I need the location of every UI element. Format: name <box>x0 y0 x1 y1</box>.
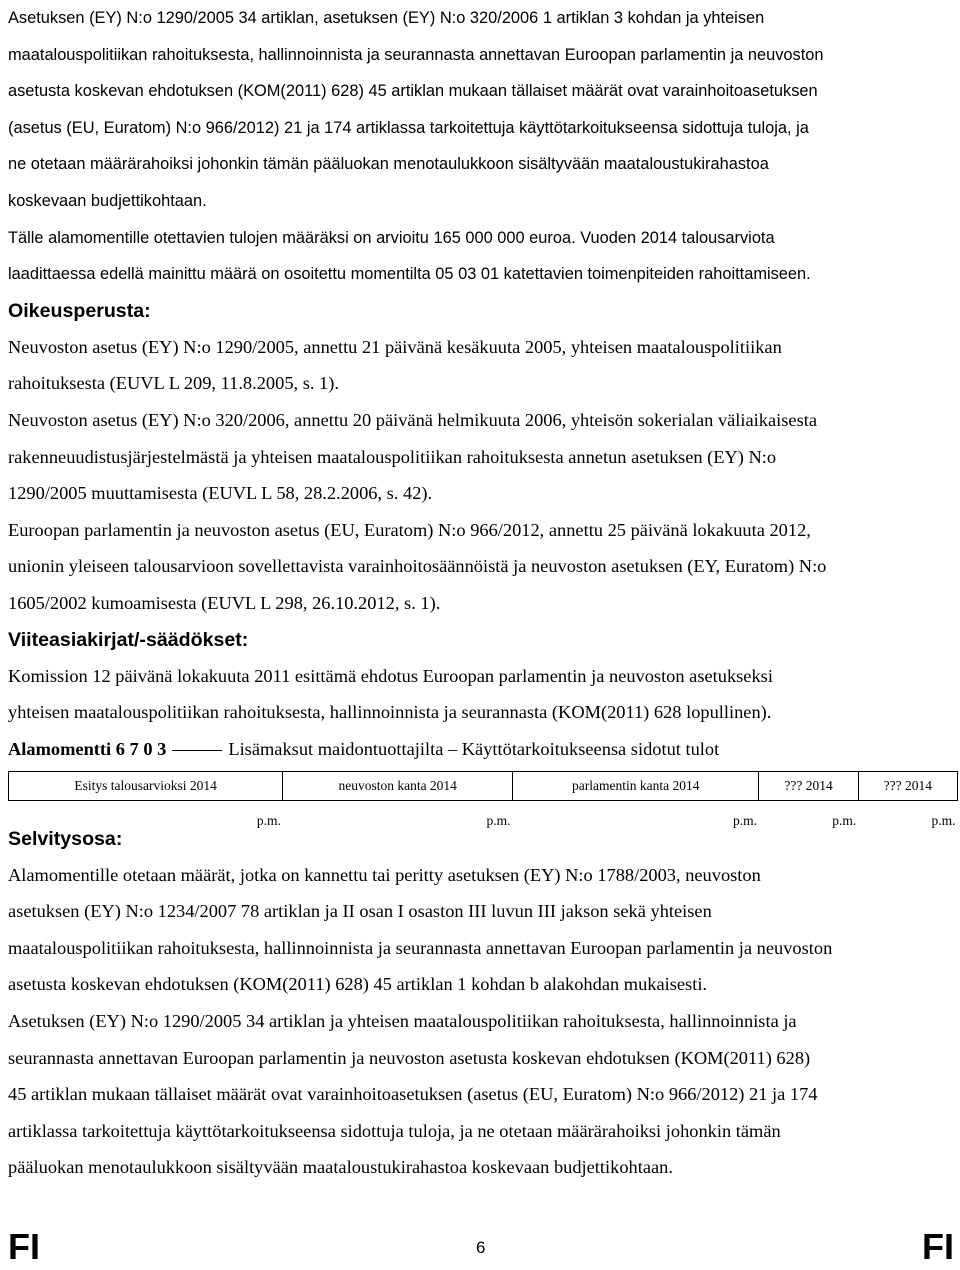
references-heading: Viiteasiakirjat/-säädökset: <box>8 628 249 651</box>
legal-basis-line: 1290/2005 muuttamisesta (EUVL L 58, 28.2.2006, s. 42). <box>8 483 433 504</box>
explanation-line: asetusta koskevan ehdotuksen (KOM(2011) 628) 45 artiklan 1 kohdan b alakohdan mukaisesti. <box>8 974 708 995</box>
intro-line: (asetus (EU, Euratom) N:o 966/2012) 21 ja 174 artiklassa tarkoitettuja käyttötarkoitukseensa sidottuja tuloja, ja <box>8 118 809 137</box>
explanation-line: seurannasta annettavan Euroopan parlamentin ja neuvoston asetusta koskevan ehdotuksen (KOM(2011) 628) <box>8 1047 811 1068</box>
explanation-line: artiklassa tarkoitettuja käyttötarkoitukseensa sidottuja tuloja, ja ne otetaan määrärahoiksi johonkin tämän <box>8 1120 781 1141</box>
budget-value-cell: p.m. <box>832 812 857 828</box>
references-line: yhteisen maatalouspolitiikan rahoituksesta, hallinnoinnista ja seurannasta (KOM(2011) 628 lopullinen). <box>8 702 772 723</box>
legal-basis-line: 1605/2002 kumoamisesta (EUVL L 298, 26.10.2012, s. 1). <box>8 592 441 613</box>
intro-line: Asetuksen (EY) N:o 1290/2005 34 artiklan, asetuksen (EY) N:o 320/2006 1 artiklan 3 kohdan ja yhteisen <box>8 9 765 27</box>
explanation-section <box>8 821 956 1186</box>
legal-basis-line: unionin yleiseen talousarvioon sovellettavista varainhoitosäännöistä ja neuvoston asetuksen (EY, Euratom) N:o <box>8 556 827 577</box>
budget-value-cell: p.m. <box>732 812 757 828</box>
explanation-line: Asetuksen (EY) N:o 1290/2005 34 artiklan ja yhteisen maatalouspolitiikan rahoituksesta, hallinnoinnista ja <box>8 1011 797 1032</box>
intro-line: asetusta koskevan ehdotuksen (KOM(2011) 628) 45 artiklan mukaan tällaiset määrät ovat varainhoitoasetuksen <box>8 82 818 101</box>
budget-header-cell: Esitys talousarvioksi 2014 <box>9 771 283 800</box>
references-section <box>8 622 956 731</box>
intro-section <box>8 0 956 293</box>
legal-basis-line: rakenneuudistusjärjestelmästä ja yhteisen maatalouspolitiikan rahoituksesta annetun asetuksen (EY) N:o <box>8 446 777 467</box>
language-code-right: FI <box>922 1226 954 1267</box>
explanation-line: maatalouspolitiikan rahoituksesta, hallinnoinnista ja seurannasta annettavan Euroopan parlamentin ja neuvoston <box>8 937 833 958</box>
intro-line: koskevaan budjettikohtaan. <box>8 191 207 210</box>
subitem-title: Lisämaksut maidontuottajilta – Käyttötarkoitukseensa sidotut tulot <box>228 738 720 759</box>
budget-value-cell: p.m. <box>931 812 956 828</box>
dash-separator <box>172 750 222 751</box>
legal-basis-heading: Oikeusperusta: <box>8 299 151 322</box>
budget-table-header-row <box>9 771 958 800</box>
legal-basis-line: Euroopan parlamentin ja neuvoston asetus (EU, Euratom) N:o 966/2012, annettu 25 päivänä lokakuuta 2012, <box>8 519 811 540</box>
explanation-line: asetuksen (EY) N:o 1234/2007 78 artiklan ja II osan I osaston III luvun III jakson sekä yhteisen <box>8 901 712 922</box>
language-code-left: FI <box>8 1226 40 1267</box>
budget-header-cell: ??? 2014 <box>858 771 957 800</box>
legal-basis-line: Neuvoston asetus (EY) N:o 320/2006, annettu 20 päivänä helmikuuta 2006, yhteisön sokerialan väliaikaisesta <box>8 409 818 430</box>
subitem-label: Alamomentti 6 7 0 3 <box>8 738 167 759</box>
explanation-line: Alamomentille otetaan määrät, jotka on kannettu tai peritty asetuksen (EY) N:o 1788/2003, neuvoston <box>8 864 761 885</box>
intro-line: ne otetaan määrärahoiksi johonkin tämän pääluokan menotaulukkoon sisältyvään maataloustukirahastoa <box>8 155 769 174</box>
intro-line: Tälle alamomentille otettavien tulojen määräksi on arvioitu 165 000 000 euroa. Vuoden 2014 talousarviota <box>8 228 775 247</box>
page-footer <box>8 1222 954 1270</box>
explanation-heading: Selvitysosa: <box>8 827 123 850</box>
document-page <box>8 0 956 1186</box>
budget-header-cell: neuvoston kanta 2014 <box>283 771 513 800</box>
budget-header-cell: parlamentin kanta 2014 <box>513 771 759 800</box>
references-line: Komission 12 päivänä lokakuuta 2011 esittämä ehdotus Euroopan parlamentin ja neuvoston asetukseksi <box>8 665 773 686</box>
legal-basis-line: rahoituksesta (EUVL L 209, 11.8.2005, s. 1). <box>8 373 339 394</box>
explanation-line: pääluokan menotaulukkoon sisältyvään maataloustukirahastoa koskevaan budjettikohtaan. <box>8 1157 673 1178</box>
intro-line: maatalouspolitiikan rahoituksesta, hallinnoinnista ja seurannasta annettavan Euroopan parlamentin ja neuvoston <box>8 45 824 64</box>
subitem-heading <box>8 731 956 767</box>
legal-basis-line: Neuvoston asetus (EY) N:o 1290/2005, annettu 21 päivänä kesäkuuta 2005, yhteisen maatalouspolitiikan <box>8 336 782 357</box>
budget-value-cell: p.m. <box>486 812 511 828</box>
explanation-line: 45 artiklan mukaan tällaiset määrät ovat varainhoitoasetuksen (asetus (EU, Euratom) N:o 966/2012) 21 ja 174 <box>8 1084 818 1105</box>
intro-line: laadittaessa edellä mainittu määrä on osoitettu momentilta 05 03 01 katettavien toimenpiteiden rahoittamiseen. <box>8 265 811 284</box>
page-number: 6 <box>476 1238 486 1257</box>
budget-header-cell: ??? 2014 <box>759 771 858 800</box>
legal-basis-section <box>8 293 956 622</box>
budget-value-cell: p.m. <box>256 812 281 828</box>
